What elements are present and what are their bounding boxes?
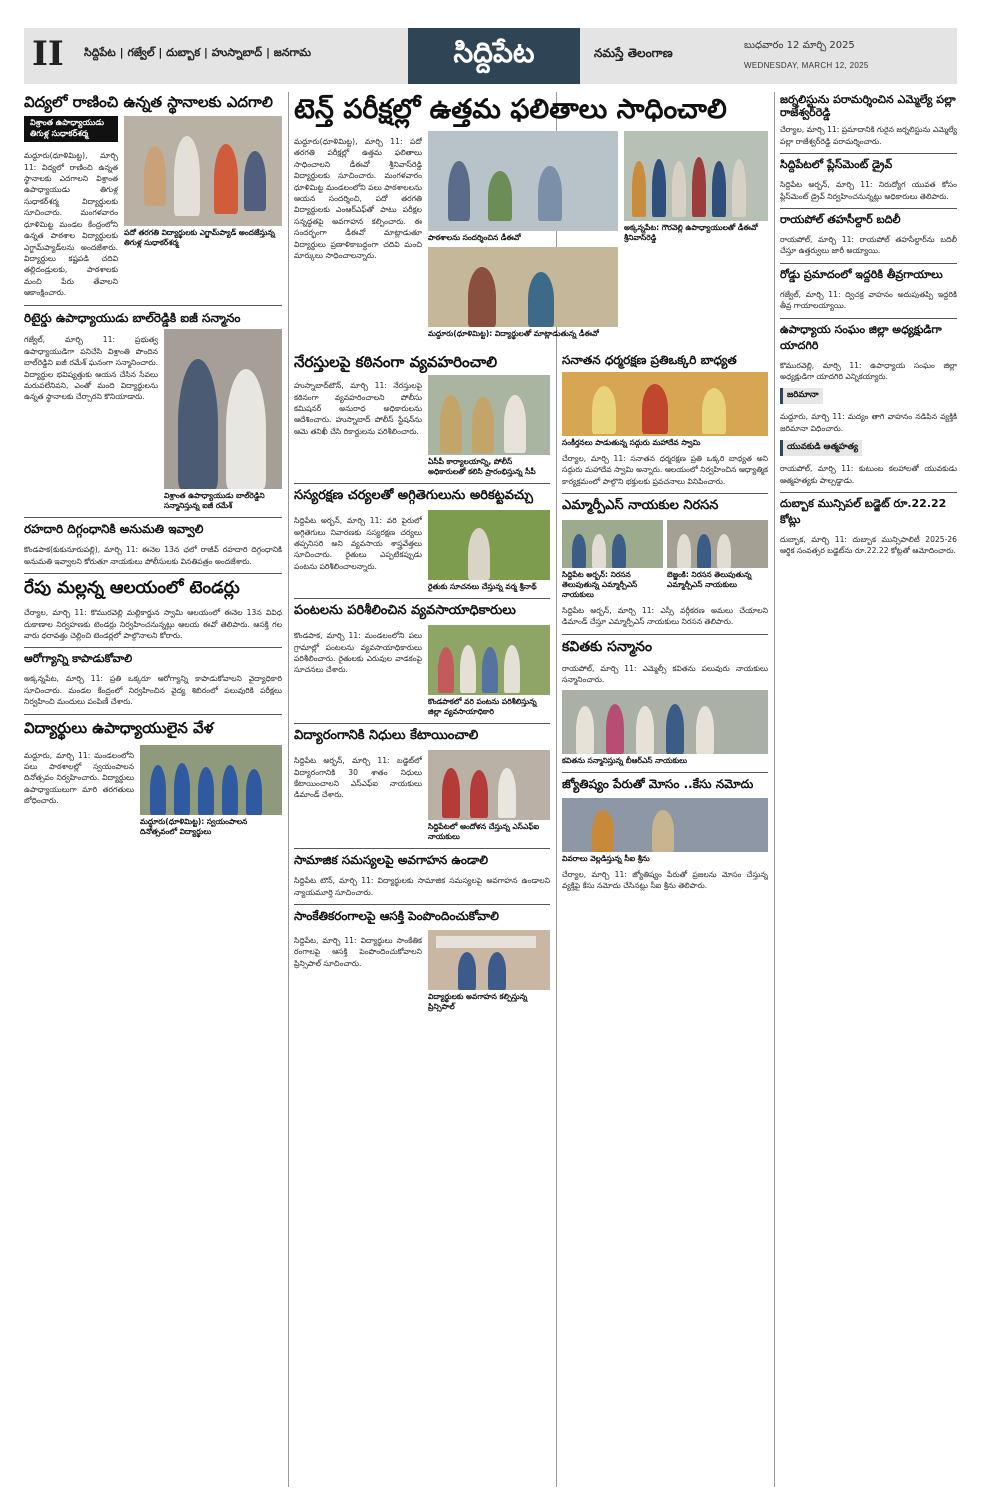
story-body: మద్దూరు(ధూళిమిట్ట), మార్చి 11: పదో తరగతి పరీక్షల్లో ఉత్తమ ఫలితాలు సాధించాలని డీఈవో శ్రీనివాస్‌రెడ్డి విద్యార్థులకు సూచించారు. మంగళవారం ధూళిమిట్ట మండలంలోని పలు పాఠశాలలను ఆయన సందర్శించి, పదో తరగతి విద్యార్థులకు ఎంఆర్‌ఎఫ్‌తో పాటు పరీక్షల సన్నద్ధతపై అవగాహన కల్పించారు. ఈ సందర్భంగా డీఈవో మాట్లాడుతూ విద్యార్థులు ప్రణాళికాబద్ధంగా చదివి మంచి మార్కులు సాధించాలన్నారు. <box>294 137 422 261</box>
story-headline: పంటలను పరిశీలించిన వ్యవసాయాధికారులు <box>294 598 550 621</box>
date-english: WEDNESDAY, MARCH 12, 2025 <box>744 61 869 70</box>
lead-story <box>294 94 768 348</box>
story-body: చేర్యాల, మార్చి 11: కొమురవెల్లి మల్లికార్జున స్వామి ఆలయంలో ఈనెల 13న వివిధ దుకాణాల నిర్వహణకు టెండర్లు నిర్వహించనున్నట్లు ఆలయ ఈవో తెలిపారు. ఆసక్తి గల వారు ధరావత్తు చెల్లించి టెండర్లలో పాల్గొనాలని కోరారు. <box>24 608 282 640</box>
story-body: కొండపాక(కుకునూరుపల్లి), మార్చి 11: ఈనెల 13న ఛలో రాజీవ్ రహదారి దిగ్గంధానికి అనుమతి ఇవ్వాలని కోరుతూ నాయకులు పోలీసులకు వినతిపత్రం అందజేశారు. <box>24 545 282 566</box>
story-body: రాయపోల్, మార్చి 11: ఎమ్మెల్సీ కవితను పలువురు నాయకులు సన్మానించారు. <box>562 663 768 685</box>
story-headline: రహదారి దిగ్గంధానికి అనుమతి ఇవ్వాలి <box>24 517 282 539</box>
story-body: గజ్వేల్, మార్చి 11: ప్రభుత్వ ఉపాధ్యాయుడిగా పనిచేసి విశ్రాంతి పొందిన బాల్‌రెడ్డిని ఐజీ రమేశ్ ఘనంగా సన్మానించారు. విద్యార్థుల భవిష్యత్తుకు ఆయన చేసిన సేవలు మరువలేనివని, ఎంతో మంది విద్యార్థులను ఉన్నత స్థానాలకు చేర్చారని కొనియాడారు. <box>24 335 158 402</box>
story-headline: నేరస్తులపై కఠినంగా వ్యవహరించాలి <box>294 354 498 371</box>
story-headline: సస్యరక్షణ చర్యలతో అగ్గితెగులును అరికట్టవచ్చు <box>294 483 550 506</box>
story-headline: సనాతన ధర్మరక్షణ ప్రతిఒక్కరి బాధ్యత <box>562 354 737 367</box>
story-body: మద్దూరు, మార్చి 11: మద్యం తాగి వాహనం నడిపిన వ్యక్తికి జరిమానా విధించారు. <box>780 412 957 433</box>
photo-caption: బెజ్జంకి: నిరసన తెలుపుతున్న ఎమ్మార్పీఎస్ నాయకులు <box>667 570 752 590</box>
story-body: రాయపోల్, మార్చి 11: కుటుంబ కలహాలతో యువకుడు ఆత్మహత్యకు పాల్పడ్డాడు. <box>780 464 957 485</box>
photo-caption: పాఠశాలను సందర్శించిన డీఈవో <box>428 233 521 243</box>
news-photo <box>164 329 282 489</box>
story-headline: ఉపాధ్యాయ సంఘం జిల్లా అధ్యక్షుడిగా యాదగిరి <box>780 318 957 355</box>
photo-caption: విశ్రాంత ఉపాధ్యాయుడు బాల్‌రెడ్డిని సన్మానిస్తున్న ఐజీ రమేశ్ <box>164 491 265 511</box>
story-body: మద్దూరు(ధూళిమిట్ట), మార్చి 11: విద్యలో రాణించి ఉన్నత స్థానాలకు ఎదగాలని విశ్రాంత ఉపాధ్యాయుడు తిగుళ్ల సుధాకర్‌శర్మ విద్యార్థులకు సూచించారు. మంగళవారం ధూళిమిట్ట మండల కేంద్రంలోని ఉన్నత పాఠశాల విద్యార్థులకు ఎగ్జామ్‌ప్యాడ్‌లను అందజేశారు. విద్యార్థులు కష్టపడి చదివి తల్లిదండ్రులకు, పాఠశాలకు మంచి పేరు తేవాలని ఆకాంక్షించారు. <box>24 151 118 298</box>
photo-caption: అక్కన్నపేట: గౌరవెల్లి ఉపాధ్యాయులతో డీఈవో శ్రీనివాస్‌రెడ్డి <box>624 223 758 243</box>
story-headline: రాయపోల్ తహసీల్దార్ బదిలీ <box>780 208 957 229</box>
story-body: రాయపోల్, మార్చి 11: రాయపోల్ తహసీల్దార్‌ను బదిలీ చేస్తూ ఉత్తర్వులు జారీ అయ్యాయి. <box>780 234 957 256</box>
district-list: సిద్దిపేట | గజ్వేల్ | దుబ్బాక | హుస్నాబాద్ | జనగామ <box>84 46 311 59</box>
story-headline: రేపు మల్లన్న ఆలయంలో టెండర్లు <box>24 573 282 602</box>
story-body: కొమురవెల్లి, మార్చి 11: ఉపాధ్యాయ సంఘం జిల్లా అధ్యక్షుడిగా యాదగిరి ఎన్నికయ్యారు. <box>780 360 957 381</box>
story-headline: సామాజిక సమస్యలపై అవగాహన ఉండాలి <box>294 848 550 870</box>
photo-caption: కొండపాకలో వరి పంటను పరిశీలిస్తున్న జిల్లా వ్యవసాయాధికారి <box>428 697 537 717</box>
story-body: సిద్దిపేట అర్బన్, మార్చి 11: ఎస్సీ వర్గీకరణ అమలు చేయాలని డిమాండ్ చేస్తూ ఎమ్మార్పీఎస్ నాయకులు నిరసన తెలిపారు. <box>562 606 768 627</box>
story-headline: ఆరోగ్యాన్ని కాపాడుకోవాలి <box>24 647 282 668</box>
news-photo <box>562 690 768 754</box>
story-body: సిద్దిపేట అర్బన్, మార్చి 11: వరి పైరులో అగ్గితెగులు నివారణకు సస్యరక్షణ చర్యలు తప్పనిసరి అని వ్యవసాయ శాస్త్రవేత్తలు సూచించారు. రైతులు ఎప్పటికప్పుడు పంటను పరిశీలించాలన్నారు. <box>294 516 422 571</box>
story-headline: జరిమానా <box>780 388 823 404</box>
news-photo <box>428 247 618 327</box>
story-body: సిద్దిపేట టౌన్, మార్చి 11: విద్యార్థులకు సామాజిక సమస్యలపై అవగాహన ఉండాలని న్యాయమూర్తి సూచించారు. <box>294 876 550 897</box>
story-body: హుస్నాబాద్‌టౌన్, మార్చి 11: నేరస్తులపై కఠినంగా వ్యవహరించాలని పోలీసు కమిషనర్ అనురాధ అధికారులను ఆదేశించారు. హుస్నాబాద్ పోలీస్ స్టేషన్‌ను ఆమె తనిఖీ చేసి రికార్డులను పరిశీలించారు. <box>294 381 422 436</box>
story-body: సిద్దిపేట, మార్చి 11: విద్యార్థులు సాంకేతిక రంగాలపై ఆసక్తి పెంపొందించుకోవాలని ప్రిన్సిపాల్ సూచించారు. <box>294 936 422 968</box>
center-column <box>294 354 550 1489</box>
masthead <box>24 28 957 84</box>
page-number: II <box>32 34 64 74</box>
story-headline: సిద్దిపేటలో ప్లేస్‌మెంట్ డ్రైవ్ <box>780 153 957 174</box>
story-body: గజ్వేల్, మార్చి 11: ద్విచక్ర వాహనం అదుపుతప్పి ఇద్దరికి తీవ్ర గాయాలయ్యాయి. <box>780 289 957 311</box>
news-photo <box>624 131 768 221</box>
story-body: చేర్యాల, మార్చి 11: ప్రమాదానికి గురైన జర్నలిస్టును ఎమ్మెల్యే పల్లా రాజేశ్వర్‌రెడ్డి పరామర్శించారు. <box>780 125 957 146</box>
news-photo <box>428 131 618 231</box>
photo-caption: వివరాలు వెల్లడిస్తున్న సీఐ శ్రీను <box>562 853 650 863</box>
news-photo <box>667 520 768 568</box>
story-headline: యువకుడి ఆత్మహత్య <box>780 440 862 456</box>
story-body: చేర్యాల, మార్చి 11: జ్యోతిష్యం పేరుతో ప్రజలను మోసం చేస్తున్న వ్యక్తిపై కేసు నమోదు చేసినట్లు సీఐ శ్రీను తెలిపారు. <box>562 869 768 891</box>
story-headline: విద్యలో రాణించి ఉన్నత స్థానాలకు ఎదగాలి <box>24 94 273 111</box>
photo-caption: కవితను సన్మానిస్తున్న బీఆర్ఎస్ నాయకులు <box>562 755 688 765</box>
photo-caption: ఏసీపీ కార్యాలయాన్ని, పోలీస్ అధికారులతో కలిసి ప్రారంభిస్తున్న సీపీ <box>428 457 536 477</box>
photo-caption: సిద్దిపేటలో ఆందోళన చేస్తున్న ఎస్‌ఎఫ్‌ఐ నాయకులు <box>428 822 540 842</box>
story-headline: సాంకేతికరంగాలపై ఆసక్తి పెంపొందించుకోవాలి <box>294 904 550 926</box>
divider <box>24 305 282 306</box>
news-photo <box>124 116 282 226</box>
paper-name: నమస్తే తెలంగాణ <box>594 46 673 60</box>
dateline <box>744 36 869 76</box>
story-body: కొండపాక, మార్చి 11: మండలంలోని పలు గ్రామాల్లో పంటలను వ్యవసాయాధికారులు పరిశీలించారు. రైతులకు ఎరువుల వాడకంపై సూచనలు చేశారు. <box>294 631 422 675</box>
edition-title: సిద్దిపేట <box>408 28 580 84</box>
photo-caption: రైతుకు సూచనలు చేస్తున్న వర్మ శ్రీనాథ్ <box>428 582 537 592</box>
story-headline: రోడ్డు ప్రమాదంలో ఇద్దరికి తీవ్రగాయాలు <box>780 263 957 284</box>
story-headline: రిటైర్డు ఉపాధ్యాయుడు బాల్‌రెడ్డికి ఐజీ సన్మానం <box>24 310 241 325</box>
news-photo <box>562 520 663 568</box>
story-kicker: విశ్రాంత ఉపాధ్యాయుడు తిగుళ్ల సుధాకర్‌శర్మ <box>24 116 118 142</box>
photo-caption: మద్దూరు(ధూళిమిట్ట): విద్యార్థులతో మాట్లాడుతున్న డీఈవో <box>428 329 599 339</box>
news-photo <box>562 798 768 852</box>
story-headline: ఎమ్మార్పీఎస్ నాయకుల నిరసన <box>562 493 768 516</box>
story-headline: విద్యార్థులు ఉపాధ్యాయులైన వేళ <box>24 714 282 741</box>
story-body: అక్కన్నపేట, మార్చి 11: ప్రతి ఒక్కరూ ఆరోగ్యాన్ని కాపాడుకోవాలని వైద్యాధికారి సూచించారు. మండల కేంద్రంలో నిర్వహించిన వైద్య శిబిరంలో పలువురికి పరీక్షలు నిర్వహించి మందులు పంపిణీ చేశారు. <box>24 674 282 707</box>
middle-column <box>562 354 768 1489</box>
story-headline: జర్నలిస్టును పరామర్శించిన ఎమ్మెల్యే పల్లా రాజేశ్వర్‌రెడ్డి <box>780 94 956 119</box>
news-photo <box>428 375 550 455</box>
photo-caption: సిద్దిపేట అర్బన్: నిరసన తెలుపుతున్న ఎమ్మార్పీఎస్ నాయకులు <box>562 570 638 600</box>
left-column <box>24 94 282 1489</box>
story-body: మద్దూరు, మార్చి 11: మండలంలోని పలు పాఠశాలల్లో స్వయంపాలన దినోత్సవం నిర్వహించారు. విద్యార్థులు ఉపాధ్యాయులుగా మారి తరగతులు బోధించారు. <box>24 750 134 806</box>
story-headline: కవితకు సన్మానం <box>562 634 768 658</box>
story-body: చేర్యాల, మార్చి 11: సనాతన ధర్మరక్షణ ప్రతి ఒక్కరి బాధ్యత అని సద్గురు మహాదేవ స్వామి అన్నారు. ఆలయంలో నిర్వహించిన ఆధ్యాత్మిక కార్యక్రమంలో పాల్గొని భక్తులకు ప్రవచనాలు వినిపించారు. <box>562 453 768 486</box>
news-photo <box>562 372 768 436</box>
story-body: దుబ్బాక, మార్చి 11: దుబ్బాక మున్సిపాలిటీ 2025-26 ఆర్థిక సంవత్సర బడ్జెట్‌ను రూ.22.22 కోట్లతో ఆమోదించారు. <box>780 534 957 556</box>
photo-caption: పదో తరగతి విద్యార్థులకు ఎగ్జామ్‌ప్యాడ్‌ అందజేస్తున్న తిగుళ్ల సుధాకర్‌శర్మ <box>124 228 275 248</box>
story-headline: జ్యోతిష్యం పేరుతో మోసం ..కేసు నమోదు <box>562 772 768 794</box>
photo-caption: సంకీర్తనలు పాడుతున్న సద్గురు మహాదేవ స్వామి <box>562 437 701 447</box>
story-headline: దుబ్బాక మున్సిపల్ బడ్జెట్ రూ.22.22 కోట్లు <box>780 492 957 529</box>
news-photo <box>428 930 550 990</box>
news-photo <box>428 510 550 580</box>
story-body: సిద్దిపేట అర్బన్, మార్చి 11: నిరుద్యోగ యువత కోసం ప్లేస్‌మెంట్ డ్రైవ్ నిర్వహించనున్నట్లు అధికారులు తెలిపారు. <box>780 180 957 201</box>
news-photo <box>428 750 550 820</box>
column-rule <box>288 92 289 1487</box>
lead-headline: టెన్త్ పరీక్షల్లో ఉత్తమ ఫలితాలు సాధించాలి <box>294 94 727 125</box>
story-headline: విద్యారంగానికి నిధులు కేటాయించాలి <box>294 723 550 746</box>
news-photo <box>428 625 550 695</box>
date-telugu: బుధవారం 12 మార్చి 2025 <box>744 40 855 51</box>
right-column <box>780 94 957 1489</box>
photo-caption: విద్యార్థులకు అవగాహన కల్పిస్తున్న ప్రిన్సిపాల్ <box>428 992 528 1012</box>
news-photo <box>140 745 282 815</box>
photo-caption: మద్దూరు(ధూళిమిట్ట): స్వయంపాలన దినోత్సవంలో విద్యార్థులు <box>140 816 248 836</box>
column-rule <box>774 92 775 1487</box>
story-body: సిద్దిపేట అర్బన్, మార్చి 11: బడ్జెట్‌లో విద్యారంగానికి 30 శాతం నిధులు కేటాయించాలని ఎస్‌ఎఫ్‌ఐ నాయకులు డిమాండ్ చేశారు. <box>294 756 422 800</box>
